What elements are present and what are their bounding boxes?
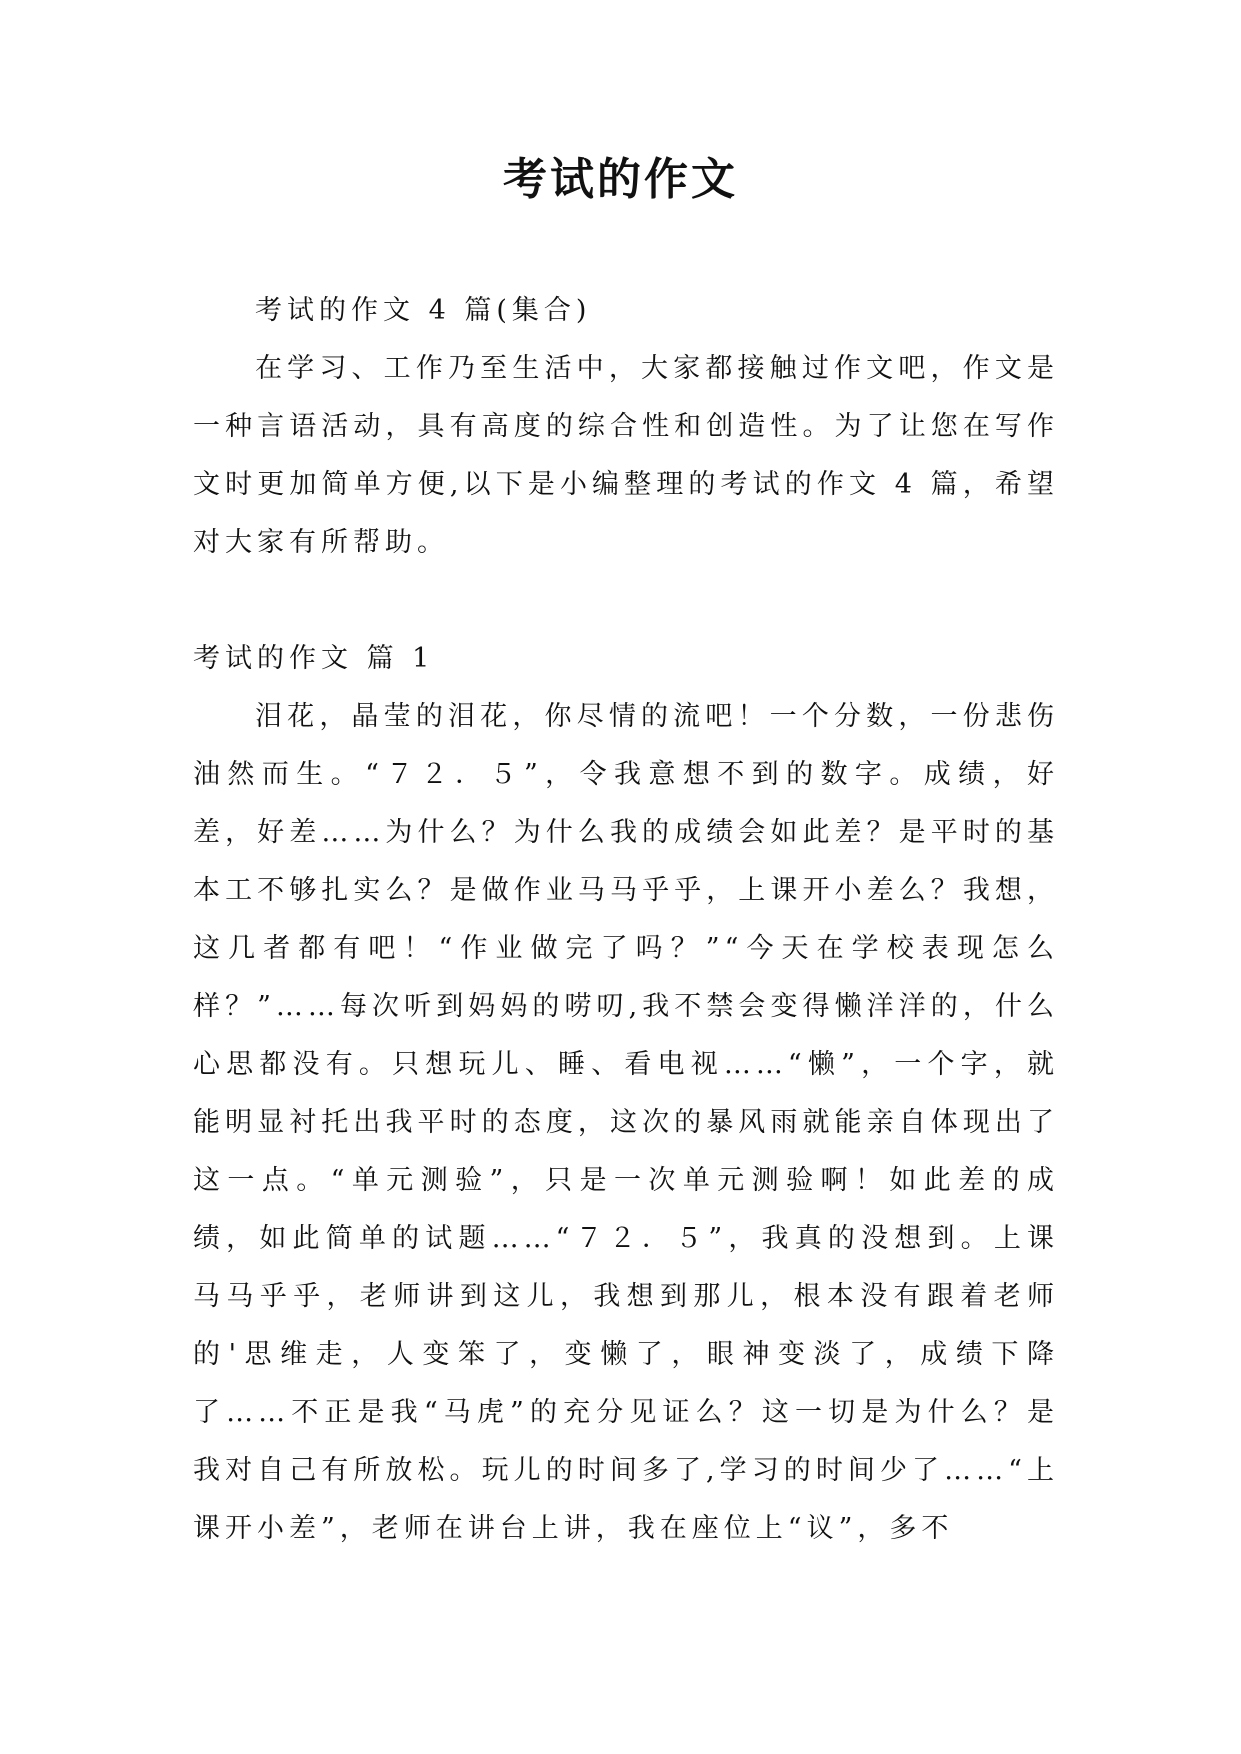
document-subtitle: 考试的作文 4 篇(集合) (255, 295, 592, 326)
section-heading: 考试的作文 篇 1 (193, 643, 435, 674)
section-paragraph: 泪花，晶莹的泪花，你尽情的流吧！一个分数，一份悲伤油然而生。“７２．５”，令我意想不到的数字。成绩，好差，好差……为什么？为什么我的成绩会如此差？是平时的基本工不够扎实么？是做作业马马乎乎，上课开小差么？我想，这几者都有吧！“作业做完了吗？”“今天在学校表现怎么样？”……每次听到妈妈的唠叨,我不禁会变得懒洋洋的，什么心思都没有。只想玩儿、睡、看电视……“懒”，一个字，就能明显衬托出我平时的态度，这次的暴风雨就能亲自体现出了这一点。“单元测验”，只是一次单元测验啊！如此差的成绩，如此简单的试题……“７２．５”，我真的没想到。上课马马乎乎，老师讲到这儿，我想到那儿，根本没有跟着老师的'思维走，人变笨了，变懒了，眼神变淡了，成绩下降了……不正是我“马虎”的充分见证么？这一切是为什么？是我对自己有所放松。玩儿的时间多了,学习的时间少了……“上课开小差”，老师在讲台上讲，我在座位上“议”，多不 (193, 701, 1059, 1544)
intro-paragraph: 在学习、工作乃至生活中，大家都接触过作文吧，作文是一种言语活动，具有高度的综合性和创造性。为了让您在写作文时更加简单方便,以下是小编整理的考试的作文 4 篇，希望对大家有所帮助。 (193, 353, 1059, 558)
document-title: 考试的作文 (503, 154, 738, 205)
document-body (193, 282, 1059, 1558)
